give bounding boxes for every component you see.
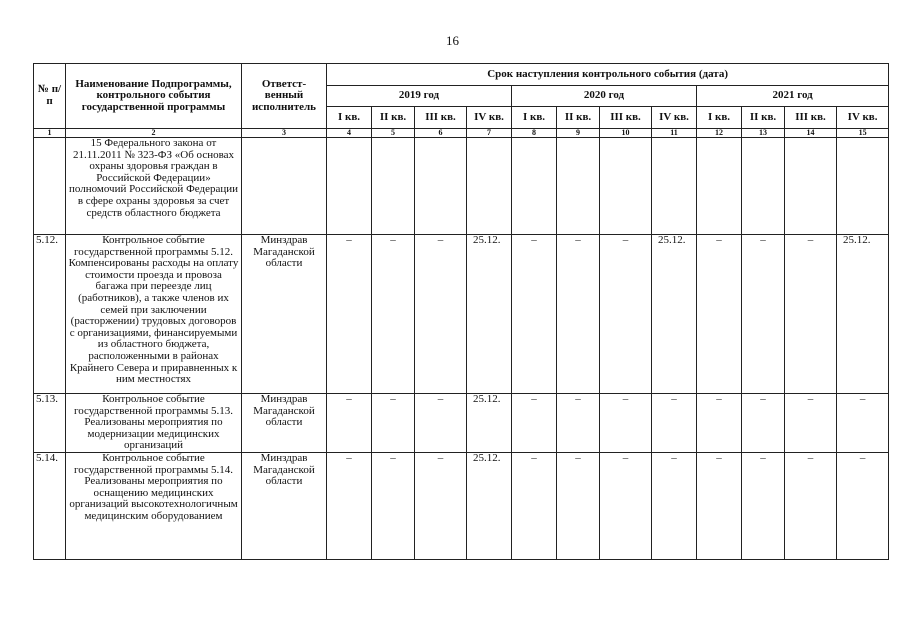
header-quarter: I кв. [697, 107, 742, 129]
quarter-value [697, 138, 742, 235]
quarter-value: – [697, 394, 742, 453]
header-term: Срок наступления контрольного события (дата) [327, 64, 889, 86]
header-quarter: IV кв. [467, 107, 512, 129]
quarter-value: 25.12. [467, 235, 512, 394]
table-row [34, 394, 889, 453]
header-executor: Ответст-венный исполнитель [242, 64, 327, 129]
column-number: 5 [372, 129, 415, 138]
quarter-value: – [837, 453, 889, 560]
header-year: 2021 год [697, 86, 889, 107]
quarter-value: – [742, 394, 785, 453]
table-row [34, 453, 889, 560]
header-quarter: II кв. [557, 107, 600, 129]
quarter-value [327, 138, 372, 235]
event-name: Контрольное событие государственной программы 5.14. Реализованы мероприятия по оснащению медицинских организаций высокотехнологичным медицинским оборудованием [66, 453, 242, 560]
header-quarter: II кв. [372, 107, 415, 129]
column-number: 8 [512, 129, 557, 138]
quarter-value: – [652, 453, 697, 560]
quarter-value [372, 138, 415, 235]
column-number: 3 [242, 129, 327, 138]
quarter-value: – [697, 453, 742, 560]
quarter-value: – [512, 453, 557, 560]
quarter-value: – [557, 235, 600, 394]
column-numbers-row [34, 129, 889, 138]
quarter-value [415, 138, 467, 235]
quarter-value [785, 138, 837, 235]
column-number: 1 [34, 129, 66, 138]
page-number: 16 [446, 33, 459, 48]
header-quarter: I кв. [512, 107, 557, 129]
quarter-value: – [742, 453, 785, 560]
column-number: 2 [66, 129, 242, 138]
header-quarter: IV кв. [837, 107, 889, 129]
header-name: Наименование Подпрограммы, контрольного события государственной программы [66, 64, 242, 129]
table-body [34, 129, 889, 560]
column-number: 12 [697, 129, 742, 138]
responsible-executor: Минздрав Магаданской области [242, 235, 327, 394]
header-quarter: II кв. [742, 107, 785, 129]
quarter-value: – [415, 453, 467, 560]
responsible-executor: Минздрав Магаданской области [242, 394, 327, 453]
quarter-value: – [327, 394, 372, 453]
event-name: 15 Федерального закона от 21.11.2011 № 323-ФЗ «Об основах охраны здоровья граждан в Российской Федерации» полномочий Российской Федерации в сфере охраны здоровья за счет средств областного бюджета [66, 138, 242, 235]
column-number: 14 [785, 129, 837, 138]
quarter-value: – [652, 394, 697, 453]
quarter-value [600, 138, 652, 235]
responsible-executor: Минздрав Магаданской области [242, 453, 327, 560]
header-quarter: III кв. [785, 107, 837, 129]
quarter-value: – [415, 394, 467, 453]
row-number [34, 138, 66, 235]
quarter-value: – [600, 453, 652, 560]
quarter-value: – [697, 235, 742, 394]
quarter-value: – [327, 235, 372, 394]
responsible-executor [242, 138, 327, 235]
quarter-value [557, 138, 600, 235]
column-number: 7 [467, 129, 512, 138]
quarter-value: – [600, 235, 652, 394]
quarter-value: – [327, 453, 372, 560]
quarter-value [742, 138, 785, 235]
quarter-value [837, 138, 889, 235]
column-number: 9 [557, 129, 600, 138]
row-number: 5.12. [34, 235, 66, 394]
row-number: 5.13. [34, 394, 66, 453]
header-year: 2019 год [327, 86, 512, 107]
header-quarter: IV кв. [652, 107, 697, 129]
table-row [34, 235, 889, 394]
quarter-value: – [785, 453, 837, 560]
header-quarter: III кв. [600, 107, 652, 129]
quarter-value: – [372, 453, 415, 560]
quarter-value [652, 138, 697, 235]
column-number: 6 [415, 129, 467, 138]
quarter-value: – [557, 453, 600, 560]
quarter-value: – [512, 394, 557, 453]
table-row [34, 138, 889, 235]
quarter-value: – [837, 394, 889, 453]
quarter-value: 25.12. [652, 235, 697, 394]
event-name: Контрольное событие государственной программы 5.12. Компенсированы расходы на оплату стоимости проезда и провоза багажа при переезде лиц (работников), а также членов их семей при заключении (расторжении) трудовых договоров с организациями, финансируемыми из областного бюджета, расположенными в районах Крайнего Севера и приравненных к ним местностях [66, 235, 242, 394]
quarter-value: – [372, 394, 415, 453]
quarter-value: 25.12. [837, 235, 889, 394]
quarter-value: – [600, 394, 652, 453]
header-quarter: III кв. [415, 107, 467, 129]
column-number: 11 [652, 129, 697, 138]
header-quarter: I кв. [327, 107, 372, 129]
row-number: 5.14. [34, 453, 66, 560]
quarter-value [467, 138, 512, 235]
quarter-value: – [785, 394, 837, 453]
column-number: 10 [600, 129, 652, 138]
quarter-value: – [557, 394, 600, 453]
event-name: Контрольное событие государственной программы 5.13. Реализованы мероприятия по модернизации медицинских организаций [66, 394, 242, 453]
quarter-value [512, 138, 557, 235]
quarter-value: 25.12. [467, 453, 512, 560]
column-number: 15 [837, 129, 889, 138]
quarter-value: – [372, 235, 415, 394]
column-number: 4 [327, 129, 372, 138]
quarter-value: – [785, 235, 837, 394]
header-num: № п/п [34, 64, 66, 129]
column-number: 13 [742, 129, 785, 138]
header-year: 2020 год [512, 86, 697, 107]
quarter-value: – [742, 235, 785, 394]
quarter-value: 25.12. [467, 394, 512, 453]
quarter-value: – [415, 235, 467, 394]
quarter-value: – [512, 235, 557, 394]
control-events-table [33, 63, 889, 560]
